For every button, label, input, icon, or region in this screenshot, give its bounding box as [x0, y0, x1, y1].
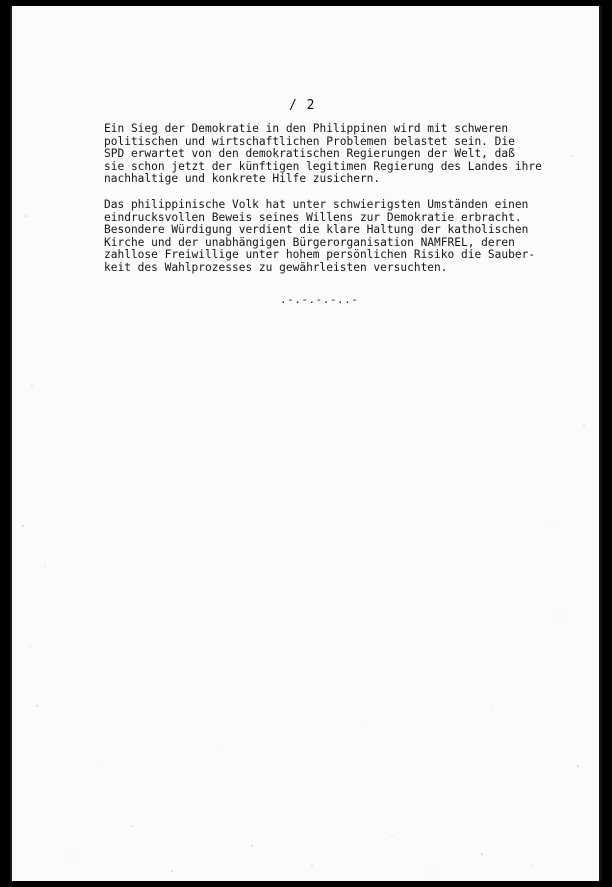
text-line: politischen und wirtschaftlichen Problemen belastet sein. Die [104, 134, 515, 148]
text-line: nachhaltige und konkrete Hilfe zusichern. [104, 172, 381, 186]
text-line: Das philippinische Volk hat unter schwierigsten Umständen einen [104, 198, 529, 211]
body-paragraph-1 [104, 123, 574, 186]
text-line: eindrucksvollen Beweis seines Willens zur Demokratie erbracht. [104, 210, 522, 224]
body-paragraph-2 [104, 199, 574, 275]
document-page [10, 6, 602, 881]
text-line: keit des Wahlprozesses zu gewährleisten versuchten. [104, 260, 448, 274]
page-number: / 2 [289, 98, 316, 113]
text-line: Kirche und der unabhängigen Bürgerorganisation NAMFREL, deren [104, 235, 515, 249]
text-line: Ein Sieg der Demokratie in den Philippinen wird mit schweren [104, 122, 509, 135]
text-line: SPD erwartet von den demokratischen Regierungen der Welt, daß [104, 147, 515, 161]
end-of-text-mark: .-.-.-.-..- [280, 293, 359, 306]
text-line: sie schon jetzt der künftigen legitimen Regierung des Landes ihre [104, 159, 542, 173]
text-line: zahllose Freiwillige unter hohem persönlichen Risiko die Sauber- [104, 248, 536, 262]
text-line: Besondere Würdigung verdient die klare Haltung der katholischen [104, 223, 529, 237]
